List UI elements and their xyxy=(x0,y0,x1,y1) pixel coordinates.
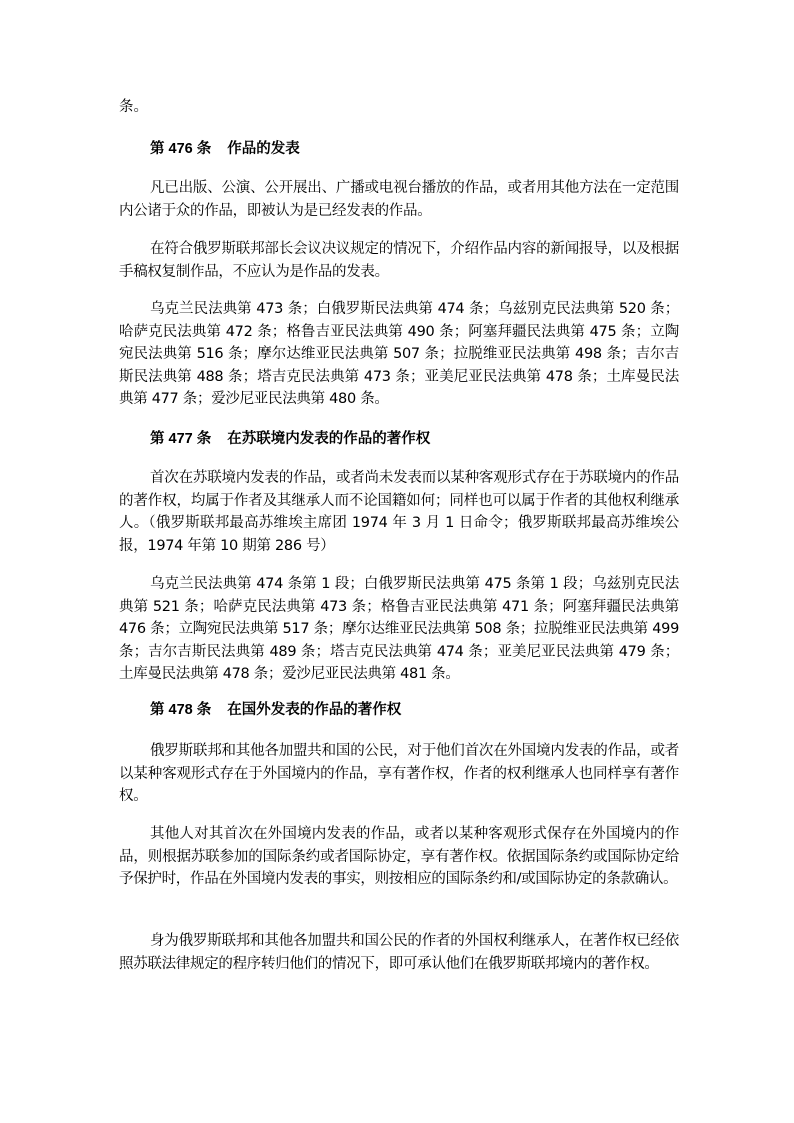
article-477-paragraph-1: 首次在苏联境内发表的作品，或者尚未发表而以某种客观形式存在于苏联境内的作品的著作权，均属于作者及其继承人而不论国籍如何；同样也可以属于作者的其他权利继承人。（俄罗斯联邦最高苏维埃主席团 1974 年 3 月 1 日命令；俄罗斯联邦最高苏维埃公报，1974 年第 10 期第 286 号） xyxy=(119,470,679,554)
article-476-heading xyxy=(150,138,670,161)
article-478-heading xyxy=(150,699,670,722)
article-478-paragraph-2: 其他人对其首次在外国境内发表的作品，或者以某种客观形式保存在外国境内的作品，则根据苏联参加的国际条约或者国际协定，享有著作权。依据国际条约或国际协定给予保护时，作品在外国境内发表的事实，则按相应的国际条约和/或国际协定的条款确认。 xyxy=(119,826,679,887)
article-476-title: 作品的发表 xyxy=(227,141,300,157)
article-478-paragraph-3: 身为俄罗斯联邦和其他各加盟共和国公民的作者的外国权利继承人，在著作权已经依照苏联法律规定的程序转归他们的情况下，即可承认他们在俄罗斯联邦境内的著作权。 xyxy=(119,933,679,972)
article-478-title: 在国外发表的作品的著作权 xyxy=(227,702,402,718)
article-476-paragraph-2: 在符合俄罗斯联邦部长会议决议规定的情况下，介绍作品内容的新闻报导，以及根据手稿权复制作品，不应认为是作品的发表。 xyxy=(119,241,679,280)
article-477-heading xyxy=(150,428,670,451)
article-476-number: 第 476 条 xyxy=(150,141,212,157)
continuation-text: 条。 xyxy=(119,99,148,115)
article-477-number: 第 477 条 xyxy=(150,431,212,447)
article-476-paragraph-3: 乌克兰民法典第 473 条；白俄罗斯民法典第 474 条；乌兹别克民法典第 520 条；哈萨克民法典第 472 条；格鲁吉亚民法典第 490 条；阿塞拜疆民法典第 475 条；立陶宛民法典第 516 条；摩尔达维亚民法典第 507 条；拉脱维亚民法典第 498 条；吉尔吉斯民法典第 488 条；塔吉克民法典第 473 条；亚美尼亚民法典第 478 条；土库曼民法典第 477 条；爱沙尼亚民法典第 480 条。 xyxy=(119,301,679,407)
article-477-title: 在苏联境内发表的作品的著作权 xyxy=(227,431,431,447)
article-476-paragraph-1: 凡已出版、公演、公开展出、广播或电视台播放的作品，或者用其他方法在一定范围内公诸于众的作品，即被认为是已经发表的作品。 xyxy=(119,180,679,219)
article-477-paragraph-2: 乌克兰民法典第 474 条第 1 段；白俄罗斯民法典第 475 条第 1 段；乌兹别克民法典第 521 条；哈萨克民法典第 473 条；格鲁吉亚民法典第 471 条；阿塞拜疆民法典第 476 条；立陶宛民法典第 517 条；摩尔达维亚民法典第 508 条；拉脱维亚民法典第 499 条；吉尔吉斯民法典第 489 条；塔吉克民法典第 474 条；亚美尼亚民法典第 479 条；土库曼民法典第 478 条；爱沙尼亚民法典第 481 条。 xyxy=(119,576,679,682)
article-478-paragraph-1: 俄罗斯联邦和其他各加盟共和国的公民，对于他们首次在外国境内发表的作品，或者以某种客观形式存在于外国境内的作品，享有著作权，作者的权利继承人也同样享有著作权。 xyxy=(119,743,679,804)
article-478-number: 第 478 条 xyxy=(150,702,212,718)
